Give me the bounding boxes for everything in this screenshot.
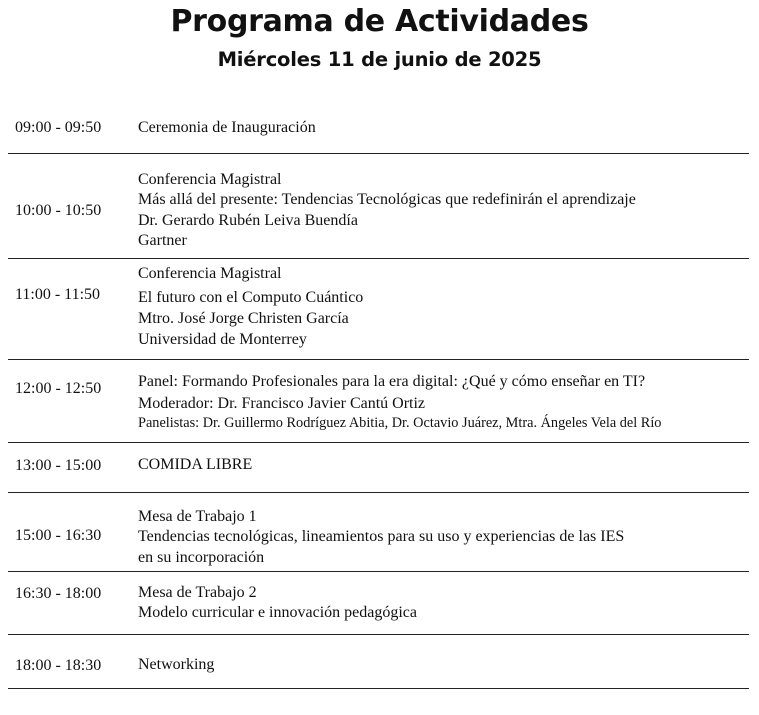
session-time: 09:00 - 09:50	[15, 119, 102, 136]
session-line: Gartner	[138, 232, 187, 249]
session-line: Networking	[138, 656, 215, 673]
row-divider	[8, 634, 749, 635]
session-line: Moderador: Dr. Francisco Javier Cantú Ortiz	[138, 395, 426, 412]
session-time: 15:00 - 16:30	[15, 527, 102, 544]
session-line: Panel: Formando Profesionales para la era digital: ¿Qué y cómo enseñar en TI?	[138, 373, 646, 390]
session-line: Mesa de Trabajo 2	[138, 584, 257, 601]
session-line: en su incorporación	[138, 549, 265, 566]
session-line: Ceremonia de Inauguración	[138, 119, 316, 136]
session-line: Conferencia Magistral	[138, 171, 282, 188]
session-line: Mesa de Trabajo 1	[138, 508, 257, 525]
session-line: Más allá del presente: Tendencias Tecnológicas que redefinirán el aprendizaje	[138, 191, 636, 208]
session-time: 13:00 - 15:00	[15, 457, 102, 474]
session-line: Panelistas: Dr. Guillermo Rodríguez Abitia, Dr. Octavio Juárez, Mtra. Ángeles Vela del Río	[138, 415, 662, 431]
session-line: Conferencia Magistral	[138, 265, 282, 282]
session-line: Tendencias tecnológicas, lineamientos para su uso y experiencias de las IES	[138, 528, 625, 545]
session-time: 18:00 - 18:30	[15, 657, 102, 674]
row-divider	[8, 688, 749, 689]
row-divider	[8, 258, 749, 259]
session-line: El futuro con el Computo Cuántico	[138, 289, 364, 306]
session-time: 11:00 - 11:50	[15, 286, 101, 303]
session-time: 16:30 - 18:00	[15, 585, 102, 602]
session-line: Dr. Gerardo Rubén Leiva Buendía	[138, 212, 358, 229]
session-time: 10:00 - 10:50	[15, 202, 102, 219]
session-time: 12:00 - 12:50	[15, 380, 102, 397]
row-divider	[8, 492, 749, 493]
row-divider	[8, 153, 749, 154]
row-divider	[8, 571, 749, 572]
page-subtitle: Miércoles 11 de junio de 2025	[217, 48, 542, 71]
session-line: Mtro. José Jorge Christen García	[138, 310, 349, 327]
session-line: Modelo curricular e innovación pedagógica	[138, 604, 417, 621]
session-line: Universidad de Monterrey	[138, 331, 307, 348]
row-divider	[8, 359, 749, 360]
row-divider	[8, 442, 749, 443]
session-line: COMIDA LIBRE	[138, 456, 253, 473]
page-title: Programa de Actividades	[170, 4, 589, 39]
